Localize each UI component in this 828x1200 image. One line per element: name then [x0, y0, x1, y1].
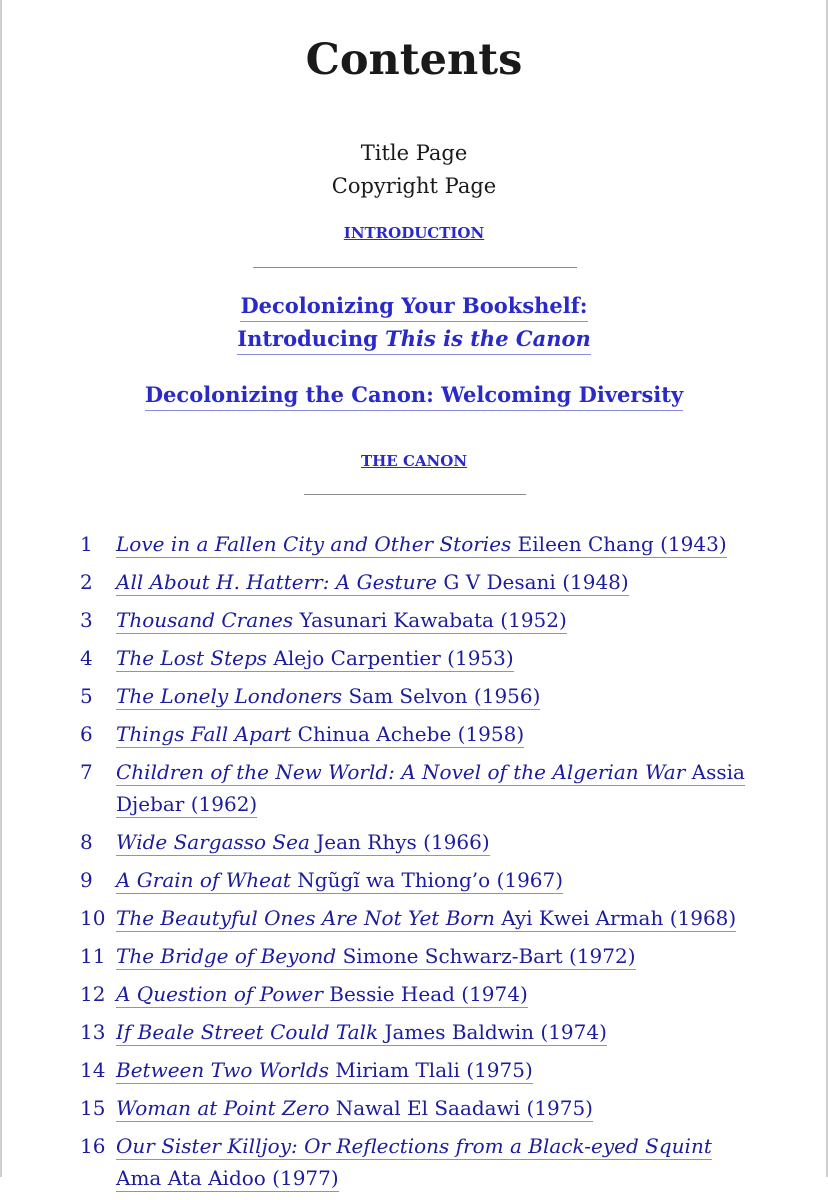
toc-item-number: 6 — [80, 722, 93, 746]
toc-item-number: 4 — [80, 646, 93, 670]
book-title: Love in a Fallen City and Other Stories — [116, 532, 512, 556]
author-year: Jean Rhys (1966) — [316, 830, 490, 854]
toc-title-page[interactable]: Title Page — [360, 141, 468, 165]
toc-item[interactable] — [80, 604, 748, 636]
book-title: The Lonely Londoners — [116, 684, 343, 708]
book-title: All About H. Hatterr: A Gesture — [116, 570, 437, 594]
toc-item[interactable] — [80, 642, 748, 674]
author-year: Alejo Carpentier (1953) — [273, 646, 514, 670]
toc-item-number: 8 — [80, 830, 93, 854]
toc-item[interactable] — [80, 940, 748, 972]
toc-item-number: 16 — [80, 1134, 106, 1158]
toc-item-link[interactable] — [116, 1096, 593, 1122]
intro-entry-italic: This is the Canon — [385, 326, 591, 351]
toc-item[interactable] — [80, 1092, 748, 1124]
book-title: The Bridge of Beyond — [116, 944, 337, 968]
author-year: Ngũgĩ wa Thiong’o (1967) — [297, 868, 564, 892]
toc-item-number: 10 — [80, 906, 106, 930]
toc-item-number: 9 — [80, 868, 93, 892]
toc-item-link[interactable] — [116, 1020, 607, 1046]
toc-item-link[interactable] — [116, 722, 524, 748]
toc-item-number: 3 — [80, 608, 93, 632]
toc-item-link[interactable] — [116, 944, 636, 970]
toc-item[interactable] — [80, 718, 748, 750]
toc-item[interactable] — [80, 756, 748, 820]
toc-item-link[interactable] — [116, 1134, 712, 1192]
book-title: Children of the New World: A Novel of the Algerian War — [116, 760, 686, 784]
toc-item[interactable] — [80, 1054, 748, 1086]
toc-item[interactable] — [80, 1130, 748, 1194]
page-title: Contents — [305, 35, 523, 85]
divider — [253, 267, 577, 268]
divider — [304, 494, 526, 495]
toc-item-link[interactable] — [116, 608, 567, 634]
author-year: Nawal El Saadawi (1975) — [335, 1096, 593, 1120]
toc-item[interactable] — [80, 528, 748, 560]
author-year: Eileen Chang (1943) — [517, 532, 727, 556]
book-title: If Beale Street Could Talk — [116, 1020, 379, 1044]
author-year: Bessie Head (1974) — [329, 982, 528, 1006]
book-title: The Beautyful Ones Are Not Yet Born — [116, 906, 495, 930]
front-matter — [0, 137, 828, 203]
toc-item[interactable] — [80, 1016, 748, 1048]
toc-item-link[interactable] — [116, 830, 490, 856]
canon-list — [80, 528, 748, 1200]
intro-entry-prefix: Introducing — [237, 326, 386, 351]
author-year: G V Desani (1948) — [443, 570, 629, 594]
author-year: Yasunari Kawabata (1952) — [299, 608, 567, 632]
author-year: Miriam Tlali (1975) — [335, 1058, 533, 1082]
author-year: Ama Ata Aidoo (1977) — [116, 1166, 339, 1190]
toc-item-number: 15 — [80, 1096, 106, 1120]
introduction-heading — [0, 223, 828, 243]
toc-item[interactable] — [80, 978, 748, 1010]
book-title: A Grain of Wheat — [116, 868, 291, 892]
toc-intro-entry-2 — [0, 378, 828, 411]
toc-item-number: 12 — [80, 982, 106, 1006]
toc-item[interactable] — [80, 826, 748, 858]
toc-item[interactable] — [80, 566, 748, 598]
toc-item-number: 1 — [80, 532, 93, 556]
toc-item-number: 7 — [80, 760, 93, 784]
author-year: Simone Schwarz-Bart (1972) — [342, 944, 636, 968]
toc-item-link[interactable] — [116, 906, 736, 932]
toc-item-link[interactable] — [116, 1058, 533, 1084]
canon-heading — [0, 451, 828, 471]
author-year: Chinua Achebe (1958) — [297, 722, 525, 746]
book-title: Woman at Point Zero — [116, 1096, 330, 1120]
toc-item-link[interactable] — [116, 982, 528, 1008]
book-title: Wide Sargasso Sea — [116, 830, 310, 854]
toc-item[interactable] — [80, 864, 748, 896]
toc-item-number: 11 — [80, 944, 106, 968]
author-year: Ayi Kwei Armah (1968) — [501, 906, 737, 930]
book-title: Our Sister Killjoy: Or Reflections from a Black-eyed Squint — [116, 1134, 712, 1158]
toc-item[interactable] — [80, 680, 748, 712]
toc-item-link[interactable] — [116, 646, 514, 672]
book-title: Things Fall Apart — [116, 722, 292, 746]
toc-item-number: 5 — [80, 684, 93, 708]
author-year: Sam Selvon (1956) — [348, 684, 541, 708]
intro-entry-line-2[interactable] — [237, 324, 590, 355]
toc-item-number: 2 — [80, 570, 93, 594]
toc-item[interactable] — [80, 902, 748, 934]
book-title: Between Two Worlds — [116, 1058, 330, 1082]
toc-item-link[interactable] — [116, 532, 727, 558]
book-title: A Question of Power — [116, 982, 323, 1006]
toc-item-link[interactable] — [116, 684, 540, 710]
author-year: James Baldwin (1974) — [384, 1020, 607, 1044]
introduction-link[interactable]: INTRODUCTION — [343, 224, 485, 242]
toc-item-link[interactable] — [116, 868, 563, 894]
toc-item-link[interactable] — [116, 570, 629, 596]
intro-entry-2-link[interactable]: Decolonizing the Canon: Welcoming Diversity — [145, 380, 683, 411]
author-year: Assia Djebar (1962) — [116, 760, 745, 816]
book-title: Thousand Cranes — [116, 608, 294, 632]
toc-item-link[interactable] — [116, 760, 745, 818]
toc-intro-entry — [0, 289, 828, 355]
intro-entry-line-1[interactable]: Decolonizing Your Bookshelf: — [240, 291, 587, 322]
toc-item-number: 13 — [80, 1020, 106, 1044]
toc-copyright-page[interactable]: Copyright Page — [331, 174, 497, 198]
canon-link[interactable]: THE CANON — [360, 452, 468, 470]
toc-item-number: 14 — [80, 1058, 106, 1082]
book-title: The Lost Steps — [116, 646, 268, 670]
